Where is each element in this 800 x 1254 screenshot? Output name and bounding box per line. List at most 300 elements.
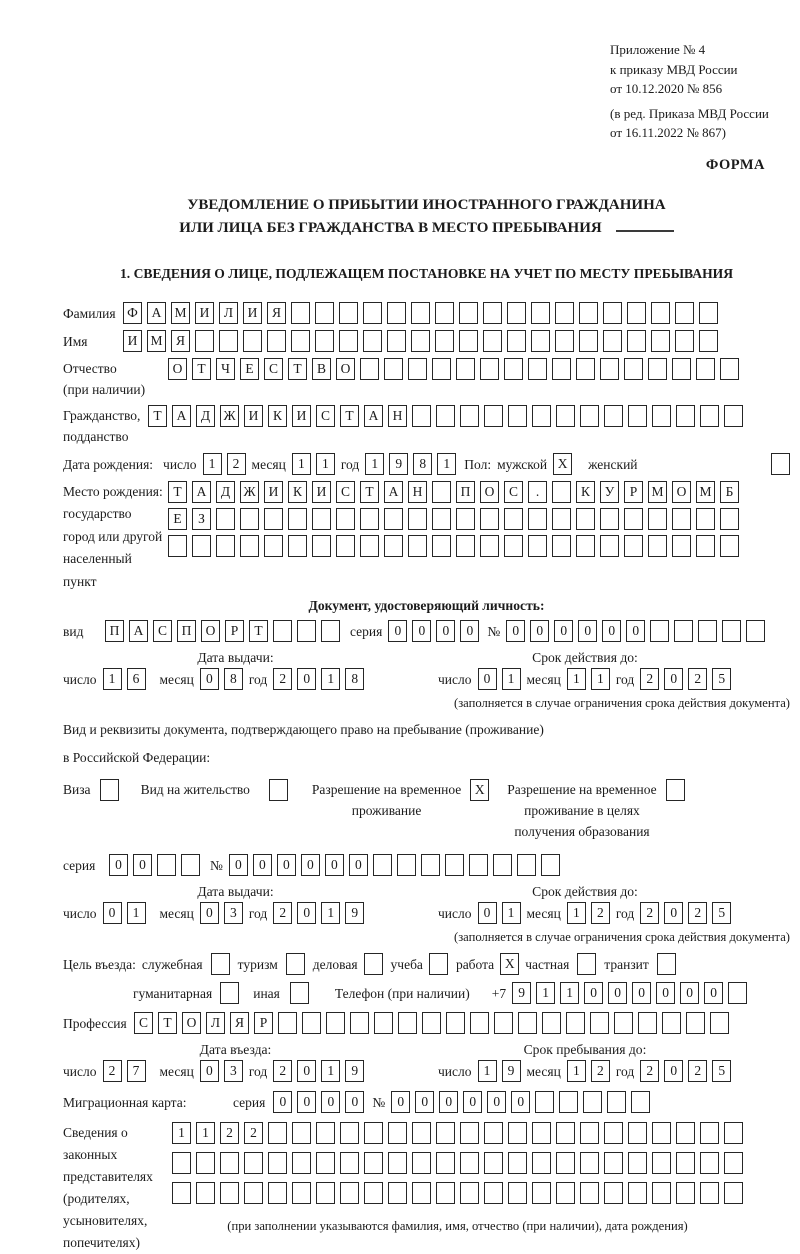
char-cell[interactable]: 0 [200,1060,219,1082]
char-cell[interactable] [531,302,550,324]
char-cell[interactable]: А [129,620,148,642]
char-cell[interactable]: 0 [253,854,272,876]
char-cell[interactable] [459,302,478,324]
patronymic-boxes[interactable] [168,358,739,380]
char-cell[interactable] [172,1182,191,1204]
char-cell[interactable] [603,302,622,324]
char-cell[interactable] [157,854,176,876]
char-cell[interactable] [504,535,523,557]
purpose-tourism-checkbox[interactable] [286,953,305,975]
char-cell[interactable] [264,535,283,557]
char-cell[interactable]: С [316,405,335,427]
identity-number-boxes[interactable] [506,620,765,642]
char-cell[interactable]: X [470,779,489,801]
char-cell[interactable] [244,1152,263,1174]
char-cell[interactable]: 0 [478,902,497,924]
char-cell[interactable] [724,1182,743,1204]
char-cell[interactable] [724,1122,743,1144]
char-cell[interactable] [552,358,571,380]
identity-series-boxes[interactable] [388,620,479,642]
char-cell[interactable] [648,508,667,530]
char-cell[interactable] [411,302,430,324]
char-cell[interactable] [398,1012,417,1034]
char-cell[interactable] [600,535,619,557]
char-cell[interactable]: М [648,481,667,503]
char-cell[interactable] [720,535,739,557]
char-cell[interactable] [484,1182,503,1204]
char-cell[interactable] [480,508,499,530]
char-cell[interactable] [493,854,512,876]
char-cell[interactable] [432,535,451,557]
char-cell[interactable]: Н [388,405,407,427]
char-cell[interactable]: 0 [602,620,621,642]
char-cell[interactable] [672,358,691,380]
char-cell[interactable] [363,330,382,352]
char-cell[interactable]: И [264,481,283,503]
char-cell[interactable] [216,508,235,530]
char-cell[interactable]: X [553,453,572,475]
char-cell[interactable]: 2 [227,453,246,475]
temporary-residence-education-checkbox[interactable] [666,779,685,801]
purpose-transit-checkbox[interactable] [657,953,676,975]
char-cell[interactable] [436,1152,455,1174]
stay-day[interactable] [478,1060,521,1082]
surname-boxes[interactable] [123,302,718,324]
char-cell[interactable] [388,1152,407,1174]
char-cell[interactable]: Л [206,1012,225,1034]
char-cell[interactable]: 3 [224,902,243,924]
char-cell[interactable] [541,854,560,876]
char-cell[interactable] [460,1152,479,1174]
char-cell[interactable]: Я [230,1012,249,1034]
char-cell[interactable] [532,1152,551,1174]
char-cell[interactable] [580,405,599,427]
char-cell[interactable]: Т [288,358,307,380]
permit-valid-day[interactable] [478,902,521,924]
char-cell[interactable]: Т [192,358,211,380]
char-cell[interactable] [604,1122,623,1144]
char-cell[interactable]: 5 [712,668,731,690]
char-cell[interactable]: 0 [103,902,122,924]
char-cell[interactable] [631,1091,650,1113]
birthplace-boxes-row3[interactable] [168,535,739,557]
char-cell[interactable]: 0 [506,620,525,642]
char-cell[interactable] [456,508,475,530]
char-cell[interactable] [676,1182,695,1204]
char-cell[interactable] [532,1182,551,1204]
char-cell[interactable] [315,330,334,352]
char-cell[interactable] [628,1152,647,1174]
char-cell[interactable]: 1 [292,453,311,475]
char-cell[interactable]: 1 [321,902,340,924]
char-cell[interactable] [195,330,214,352]
char-cell[interactable] [364,953,383,975]
char-cell[interactable] [291,330,310,352]
char-cell[interactable]: О [480,481,499,503]
char-cell[interactable]: Б [720,481,739,503]
char-cell[interactable] [196,1182,215,1204]
birthplace-boxes-row1[interactable] [168,481,739,503]
char-cell[interactable]: Ч [216,358,235,380]
char-cell[interactable]: 7 [127,1060,146,1082]
char-cell[interactable]: П [456,481,475,503]
char-cell[interactable]: X [500,953,519,975]
char-cell[interactable]: К [288,481,307,503]
char-cell[interactable] [480,535,499,557]
char-cell[interactable]: 0 [297,1091,316,1113]
char-cell[interactable]: 1 [196,1122,215,1144]
char-cell[interactable]: 0 [297,668,316,690]
char-cell[interactable] [350,1012,369,1034]
char-cell[interactable] [220,1182,239,1204]
identity-valid-month[interactable] [567,668,610,690]
char-cell[interactable]: 2 [640,1060,659,1082]
char-cell[interactable] [672,508,691,530]
char-cell[interactable] [728,982,747,1004]
permit-issue-year[interactable] [273,902,364,924]
char-cell[interactable]: 0 [704,982,723,1004]
char-cell[interactable] [268,1182,287,1204]
char-cell[interactable] [412,1122,431,1144]
char-cell[interactable]: М [696,481,715,503]
char-cell[interactable]: 1 [321,668,340,690]
char-cell[interactable] [580,1152,599,1174]
char-cell[interactable] [552,508,571,530]
char-cell[interactable]: Т [148,405,167,427]
purpose-study-checkbox[interactable] [429,953,448,975]
char-cell[interactable]: 0 [436,620,455,642]
char-cell[interactable]: О [168,358,187,380]
char-cell[interactable]: 0 [200,668,219,690]
char-cell[interactable]: 2 [244,1122,263,1144]
char-cell[interactable]: А [147,302,166,324]
char-cell[interactable] [483,302,502,324]
char-cell[interactable] [312,535,331,557]
char-cell[interactable] [724,1152,743,1174]
char-cell[interactable]: Я [171,330,190,352]
char-cell[interactable]: Я [267,302,286,324]
char-cell[interactable] [268,1152,287,1174]
char-cell[interactable]: 0 [349,854,368,876]
char-cell[interactable] [446,1012,465,1034]
char-cell[interactable]: З [192,508,211,530]
char-cell[interactable]: 0 [439,1091,458,1113]
char-cell[interactable] [624,358,643,380]
phone-boxes[interactable] [512,982,747,1004]
birthdate-month-boxes[interactable] [292,453,335,475]
representatives-boxes-row2[interactable] [172,1152,743,1174]
char-cell[interactable] [614,1012,633,1034]
char-cell[interactable] [244,1182,263,1204]
char-cell[interactable] [662,1012,681,1034]
char-cell[interactable]: 1 [365,453,384,475]
char-cell[interactable]: 2 [220,1122,239,1144]
char-cell[interactable] [746,620,765,642]
char-cell[interactable]: Ж [220,405,239,427]
char-cell[interactable]: 0 [578,620,597,642]
char-cell[interactable]: 0 [460,620,479,642]
char-cell[interactable]: 2 [688,668,707,690]
stay-year[interactable] [640,1060,731,1082]
char-cell[interactable] [603,330,622,352]
char-cell[interactable] [494,1012,513,1034]
char-cell[interactable] [604,405,623,427]
char-cell[interactable] [292,1152,311,1174]
char-cell[interactable] [316,1152,335,1174]
char-cell[interactable] [518,1012,537,1034]
char-cell[interactable] [408,358,427,380]
char-cell[interactable] [412,405,431,427]
char-cell[interactable]: 0 [325,854,344,876]
char-cell[interactable]: Д [216,481,235,503]
char-cell[interactable] [312,508,331,530]
identity-valid-day[interactable] [478,668,521,690]
char-cell[interactable] [531,330,550,352]
char-cell[interactable] [576,535,595,557]
char-cell[interactable] [240,508,259,530]
char-cell[interactable] [243,330,262,352]
char-cell[interactable] [580,1182,599,1204]
char-cell[interactable] [696,508,715,530]
identity-valid-year[interactable] [640,668,731,690]
permit-issue-day[interactable] [103,902,146,924]
char-cell[interactable] [484,1122,503,1144]
char-cell[interactable]: 2 [591,1060,610,1082]
char-cell[interactable] [651,302,670,324]
char-cell[interactable] [652,1182,671,1204]
char-cell[interactable] [600,358,619,380]
char-cell[interactable] [321,620,340,642]
char-cell[interactable] [288,535,307,557]
char-cell[interactable] [604,1182,623,1204]
char-cell[interactable] [724,405,743,427]
char-cell[interactable] [290,982,309,1004]
char-cell[interactable] [507,330,526,352]
char-cell[interactable]: 0 [656,982,675,1004]
char-cell[interactable]: В [312,358,331,380]
char-cell[interactable]: И [195,302,214,324]
entry-day[interactable] [103,1060,146,1082]
char-cell[interactable] [273,620,292,642]
char-cell[interactable] [700,1152,719,1174]
char-cell[interactable]: 0 [412,620,431,642]
entry-month[interactable] [200,1060,243,1082]
char-cell[interactable] [445,854,464,876]
char-cell[interactable]: У [600,481,619,503]
char-cell[interactable]: 1 [203,453,222,475]
char-cell[interactable]: С [336,481,355,503]
char-cell[interactable] [288,508,307,530]
char-cell[interactable]: 2 [273,668,292,690]
char-cell[interactable]: А [172,405,191,427]
char-cell[interactable] [720,508,739,530]
char-cell[interactable] [672,535,691,557]
char-cell[interactable]: А [384,481,403,503]
char-cell[interactable] [268,1122,287,1144]
char-cell[interactable]: 0 [301,854,320,876]
char-cell[interactable] [315,302,334,324]
char-cell[interactable]: 2 [273,902,292,924]
char-cell[interactable] [552,481,571,503]
purpose-official-checkbox[interactable] [211,953,230,975]
char-cell[interactable] [459,330,478,352]
char-cell[interactable]: 6 [127,668,146,690]
char-cell[interactable]: Р [254,1012,273,1034]
char-cell[interactable] [384,535,403,557]
char-cell[interactable]: И [244,405,263,427]
char-cell[interactable]: 0 [200,902,219,924]
char-cell[interactable] [339,330,358,352]
char-cell[interactable]: 0 [297,902,316,924]
sex-female-checkbox[interactable] [771,453,790,475]
char-cell[interactable] [387,330,406,352]
char-cell[interactable] [316,1182,335,1204]
char-cell[interactable] [532,1122,551,1144]
char-cell[interactable] [181,854,200,876]
char-cell[interactable]: 0 [277,854,296,876]
char-cell[interactable] [412,1182,431,1204]
char-cell[interactable] [469,854,488,876]
char-cell[interactable] [577,953,596,975]
char-cell[interactable] [460,1122,479,1144]
char-cell[interactable] [628,405,647,427]
char-cell[interactable] [483,330,502,352]
char-cell[interactable]: 9 [502,1060,521,1082]
char-cell[interactable]: Т [340,405,359,427]
char-cell[interactable] [340,1152,359,1174]
char-cell[interactable]: К [268,405,287,427]
char-cell[interactable]: 5 [712,902,731,924]
char-cell[interactable] [286,953,305,975]
char-cell[interactable] [316,1122,335,1144]
char-cell[interactable] [192,535,211,557]
char-cell[interactable]: Т [360,481,379,503]
char-cell[interactable]: 0 [273,1091,292,1113]
residence-permit-checkbox[interactable] [269,779,288,801]
char-cell[interactable]: Е [168,508,187,530]
char-cell[interactable] [508,405,527,427]
char-cell[interactable] [374,1012,393,1034]
char-cell[interactable] [339,302,358,324]
char-cell[interactable] [535,1091,554,1113]
char-cell[interactable]: 0 [109,854,128,876]
char-cell[interactable]: С [264,358,283,380]
char-cell[interactable] [432,508,451,530]
char-cell[interactable] [699,330,718,352]
char-cell[interactable]: 2 [640,668,659,690]
char-cell[interactable] [340,1122,359,1144]
char-cell[interactable] [484,1152,503,1174]
char-cell[interactable]: 2 [640,902,659,924]
char-cell[interactable]: 1 [478,1060,497,1082]
char-cell[interactable]: И [312,481,331,503]
char-cell[interactable] [566,1012,585,1034]
char-cell[interactable]: 0 [478,668,497,690]
char-cell[interactable] [648,358,667,380]
char-cell[interactable] [470,1012,489,1034]
char-cell[interactable] [698,620,717,642]
char-cell[interactable]: 1 [567,668,586,690]
purpose-other-checkbox[interactable] [290,982,309,1004]
char-cell[interactable]: 2 [688,902,707,924]
char-cell[interactable] [699,302,718,324]
char-cell[interactable] [292,1122,311,1144]
migration-number-boxes[interactable] [391,1091,650,1113]
char-cell[interactable] [579,330,598,352]
char-cell[interactable]: 0 [664,1060,683,1082]
purpose-work-checkbox[interactable] [500,953,519,975]
char-cell[interactable] [666,779,685,801]
char-cell[interactable] [397,854,416,876]
char-cell[interactable] [216,535,235,557]
char-cell[interactable] [429,953,448,975]
char-cell[interactable] [607,1091,626,1113]
purpose-humanitarian-checkbox[interactable] [220,982,239,1004]
char-cell[interactable] [696,535,715,557]
char-cell[interactable] [364,1182,383,1204]
char-cell[interactable]: Л [219,302,238,324]
char-cell[interactable] [432,481,451,503]
temporary-residence-checkbox[interactable] [470,779,489,801]
char-cell[interactable]: 1 [321,1060,340,1082]
char-cell[interactable] [387,302,406,324]
char-cell[interactable] [456,358,475,380]
char-cell[interactable] [484,405,503,427]
sex-male-checkbox[interactable] [553,453,572,475]
char-cell[interactable]: 0 [345,1091,364,1113]
char-cell[interactable] [542,1012,561,1034]
char-cell[interactable]: С [134,1012,153,1034]
char-cell[interactable]: 2 [273,1060,292,1082]
char-cell[interactable] [388,1182,407,1204]
char-cell[interactable] [686,1012,705,1034]
char-cell[interactable]: Т [158,1012,177,1034]
char-cell[interactable]: 0 [664,668,683,690]
char-cell[interactable]: Ж [240,481,259,503]
char-cell[interactable] [292,1182,311,1204]
char-cell[interactable] [360,508,379,530]
char-cell[interactable]: 0 [388,620,407,642]
char-cell[interactable]: С [153,620,172,642]
char-cell[interactable] [336,508,355,530]
entry-year[interactable] [273,1060,364,1082]
char-cell[interactable]: 3 [224,1060,243,1082]
char-cell[interactable] [422,1012,441,1034]
char-cell[interactable] [676,1122,695,1144]
char-cell[interactable]: 1 [172,1122,191,1144]
char-cell[interactable] [507,302,526,324]
char-cell[interactable] [172,1152,191,1174]
char-cell[interactable] [696,358,715,380]
char-cell[interactable]: Д [196,405,215,427]
char-cell[interactable] [710,1012,729,1034]
char-cell[interactable] [579,302,598,324]
birthdate-day-boxes[interactable] [203,453,246,475]
char-cell[interactable]: 9 [389,453,408,475]
char-cell[interactable] [168,535,187,557]
stay-month[interactable] [567,1060,610,1082]
char-cell[interactable] [269,779,288,801]
char-cell[interactable] [264,508,283,530]
char-cell[interactable]: 8 [345,668,364,690]
char-cell[interactable] [388,1122,407,1144]
char-cell[interactable] [100,779,119,801]
char-cell[interactable]: 1 [437,453,456,475]
char-cell[interactable] [364,1152,383,1174]
char-cell[interactable]: 9 [512,982,531,1004]
char-cell[interactable]: 0 [321,1091,340,1113]
char-cell[interactable] [364,1122,383,1144]
